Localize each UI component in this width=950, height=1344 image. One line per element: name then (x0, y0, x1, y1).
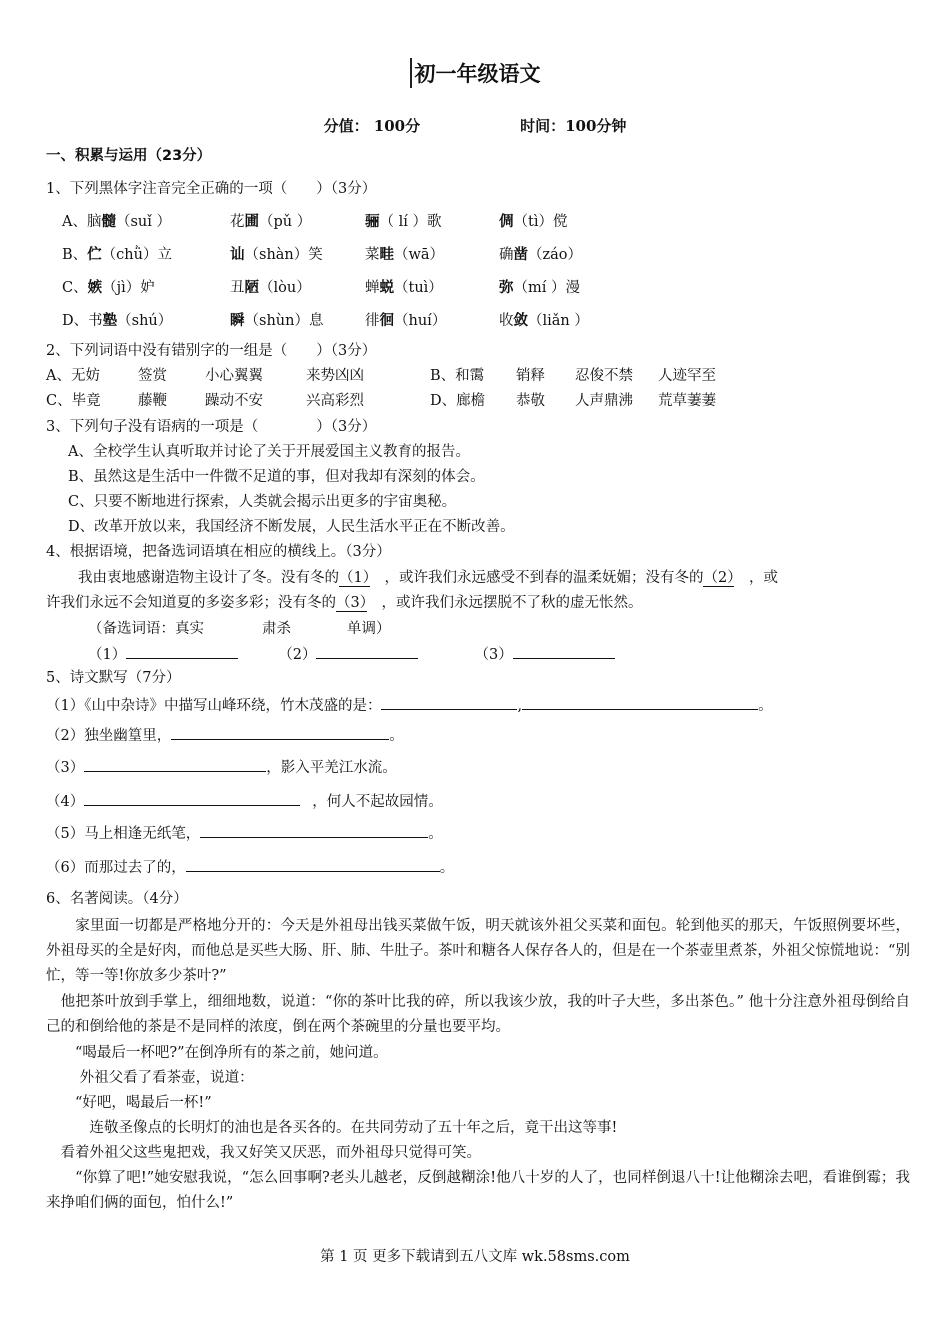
blank-3[interactable]: （3） (336, 595, 367, 611)
q1-option: 丑陋（lòu） (230, 279, 311, 296)
q1-option: 弥（mí ）漫 (499, 279, 580, 296)
q1-option: 收敛（liǎn ） (499, 312, 589, 329)
title-text: 初一年级语文 (410, 58, 541, 88)
q5-item-6: （6）而那过去了的， 。 (46, 855, 910, 879)
q2-word: 兴高彩烈 (306, 393, 364, 409)
q1-option: 骊（ lí ）歌 (365, 213, 442, 230)
recite-4-field[interactable] (84, 789, 300, 806)
q2-word: 来势凶凶 (306, 368, 364, 384)
page-footer: 第 1 页 更多下载请到五八文库 wk.58sms.com (320, 1249, 630, 1265)
q5-item-4: （4） ，何人不起故园情。 (46, 789, 910, 813)
q2-word: A、无妨 (46, 368, 100, 384)
score-label: 分值： 100分 (323, 117, 421, 135)
q1-option: 蝉蜕（tuì） (365, 279, 443, 296)
q4-candidates: （备选词语：真实 肃杀 单调） (88, 621, 391, 637)
q2-word: 小心翼翼 (205, 368, 263, 384)
q1-option: 瞬（shùn）息 (230, 312, 324, 329)
question-3-stem: 3、下列句子没有语病的一项是（ ）（3分） (46, 419, 377, 435)
q1-option: A、脑髓（suǐ ） (62, 213, 172, 230)
q5-item-1: （1）《山中杂诗》中描写山峰环绕，竹木茂盛的是： , 。 (46, 693, 910, 717)
recite-1b-field[interactable] (522, 693, 758, 710)
q2-word: 荒草萋萋 (658, 393, 716, 409)
q1-option: 菜畦（wā） (365, 246, 445, 263)
q3-option-d: D、改革开放以来，我国经济不断发展，人民生活水平正在不断改善。 (68, 519, 515, 535)
q2-word: 忍俊不禁 (575, 368, 633, 384)
question-6-stem: 6、名著阅读。（4分） (46, 891, 188, 907)
q1-option: 确凿（záo） (499, 246, 583, 263)
reading-paragraph: “你算了吧!”她安慰我说，“怎么回事啊?老头儿越老，反倒越糊涂!他八十岁的人了，也同样倒退八十!让他糊涂去吧，看谁倒霉；我来挣咱们俩的面包，怕什么!” (46, 1170, 910, 1211)
q2-word: C、毕竟 (46, 393, 101, 409)
q2-word: 销释 (516, 368, 545, 384)
section-heading: 一、积累与运用（23分） (46, 148, 212, 164)
q1-option: D、书塾（shú） (62, 312, 173, 329)
q3-option-b: B、虽然这是生活中一件微不足道的事，但对我却有深刻的体会。 (68, 469, 485, 485)
q1-option: C、嫉（jì）妒 (62, 279, 155, 296)
reading-paragraph: “好吧，喝最后一杯!” (46, 1095, 212, 1111)
q5-item-3: （3） ，影入平羌江水流。 (46, 755, 910, 779)
q1-option: 讪（shàn）笑 (230, 246, 323, 263)
recite-3-field[interactable] (84, 755, 266, 772)
answer-3-field[interactable] (513, 642, 615, 659)
blank-1[interactable]: （1） (339, 570, 370, 586)
time-label: 时间：100分钟 (520, 117, 627, 135)
answer-1-field[interactable] (126, 642, 238, 659)
question-5-stem: 5、诗文默写（7分） (46, 670, 181, 686)
blank-2[interactable]: （2） (703, 570, 735, 586)
q4-answer-row: （1） （2） （3） (88, 642, 615, 666)
reading-paragraph: 家里面一切都是严格地分开的：今天是外祖母出钱买菜做午饭，明天就该外祖父买菜和面包。轮到他买的那天，午饭照例要坏些，外祖母买的全是好肉，而他总是买些大肠、肝、肺、牛肚子。茶叶和糖各人保存各人的，但是在一个茶壶里煮茶，外祖父惊慌地说：“别忙，等一等!你放多少茶叶?” (46, 918, 910, 984)
q1-option: 徘徊（huí） (365, 312, 447, 329)
question-2-stem: 2、下列词语中没有错别字的一组是（ ）（3分） (46, 343, 377, 359)
reading-paragraph: 外祖父看了看茶壶，说道： (46, 1070, 254, 1086)
q3-option-a: A、全校学生认真听取并讨论了关于开展爱国主义教育的报告。 (68, 444, 470, 460)
reading-paragraph: 连敬圣像点的长明灯的油也是各买各的。在共同劳动了五十年之后，竟干出这等事! (46, 1120, 618, 1136)
q2-word: B、和霭 (430, 368, 485, 384)
q1-option: B、伫（chǜ）立 (62, 246, 172, 263)
reading-paragraph: “喝最后一杯吧?”在倒净所有的茶之前，她问道。 (46, 1045, 388, 1061)
page-title (0, 58, 950, 88)
q4-passage-line2: 许我们永远不会知道夏的多姿多彩；没有冬的（3） ，或许我们永远摆脱不了秋的虚无怅然。 (46, 595, 643, 611)
q2-word: 恭敬 (516, 393, 545, 409)
q2-word: 藤鞭 (138, 393, 167, 409)
q4-passage-line1: 我由衷地感谢造物主设计了冬。没有冬的（1） ，或许我们永远感受不到春的温柔妩媚；没有冬的（2） ，或 (78, 570, 778, 586)
question-1-stem: 1、下列黑体字注音完全正确的一项（ ）（3分） (46, 181, 377, 197)
exam-meta (0, 115, 950, 136)
recite-5-field[interactable] (200, 821, 428, 838)
recite-1a-field[interactable] (381, 693, 517, 710)
q2-word: 人声鼎沸 (575, 393, 633, 409)
reading-paragraph: 看着外祖父这些鬼把戏，我又好笑又厌恶，而外祖母只觉得可笑。 (46, 1145, 481, 1161)
q2-word: 人迹罕至 (658, 368, 716, 384)
q1-option: 花圃（pǔ ） (230, 213, 312, 230)
q2-word: 签赏 (138, 368, 167, 384)
q3-option-c: C、只要不断地进行探索，人类就会揭示出更多的宇宙奥秘。 (68, 494, 457, 510)
recite-6-field[interactable] (186, 855, 440, 872)
q2-word: D、廊檐 (430, 393, 486, 409)
q1-option: 倜（tì）傥 (499, 213, 568, 230)
q5-item-2: （2）独坐幽篁里， 。 (46, 723, 910, 747)
q5-item-5: （5）马上相逢无纸笔， 。 (46, 821, 910, 845)
recite-2-field[interactable] (171, 723, 389, 740)
answer-2-field[interactable] (316, 642, 418, 659)
question-4-stem: 4、根据语境，把备选词语填在相应的横线上。（3分） (46, 544, 391, 560)
reading-paragraph: 他把茶叶放到手掌上，细细地数，说道：“你的茶叶比我的碎，所以我该少放，我的叶子大些，多出茶色。” 他十分注意外祖母倒给自己的和倒给他的茶是不是同样的浓度，倒在两个茶碗里的分量也要平均。 (46, 994, 910, 1035)
q2-word: 躁动不安 (205, 393, 263, 409)
